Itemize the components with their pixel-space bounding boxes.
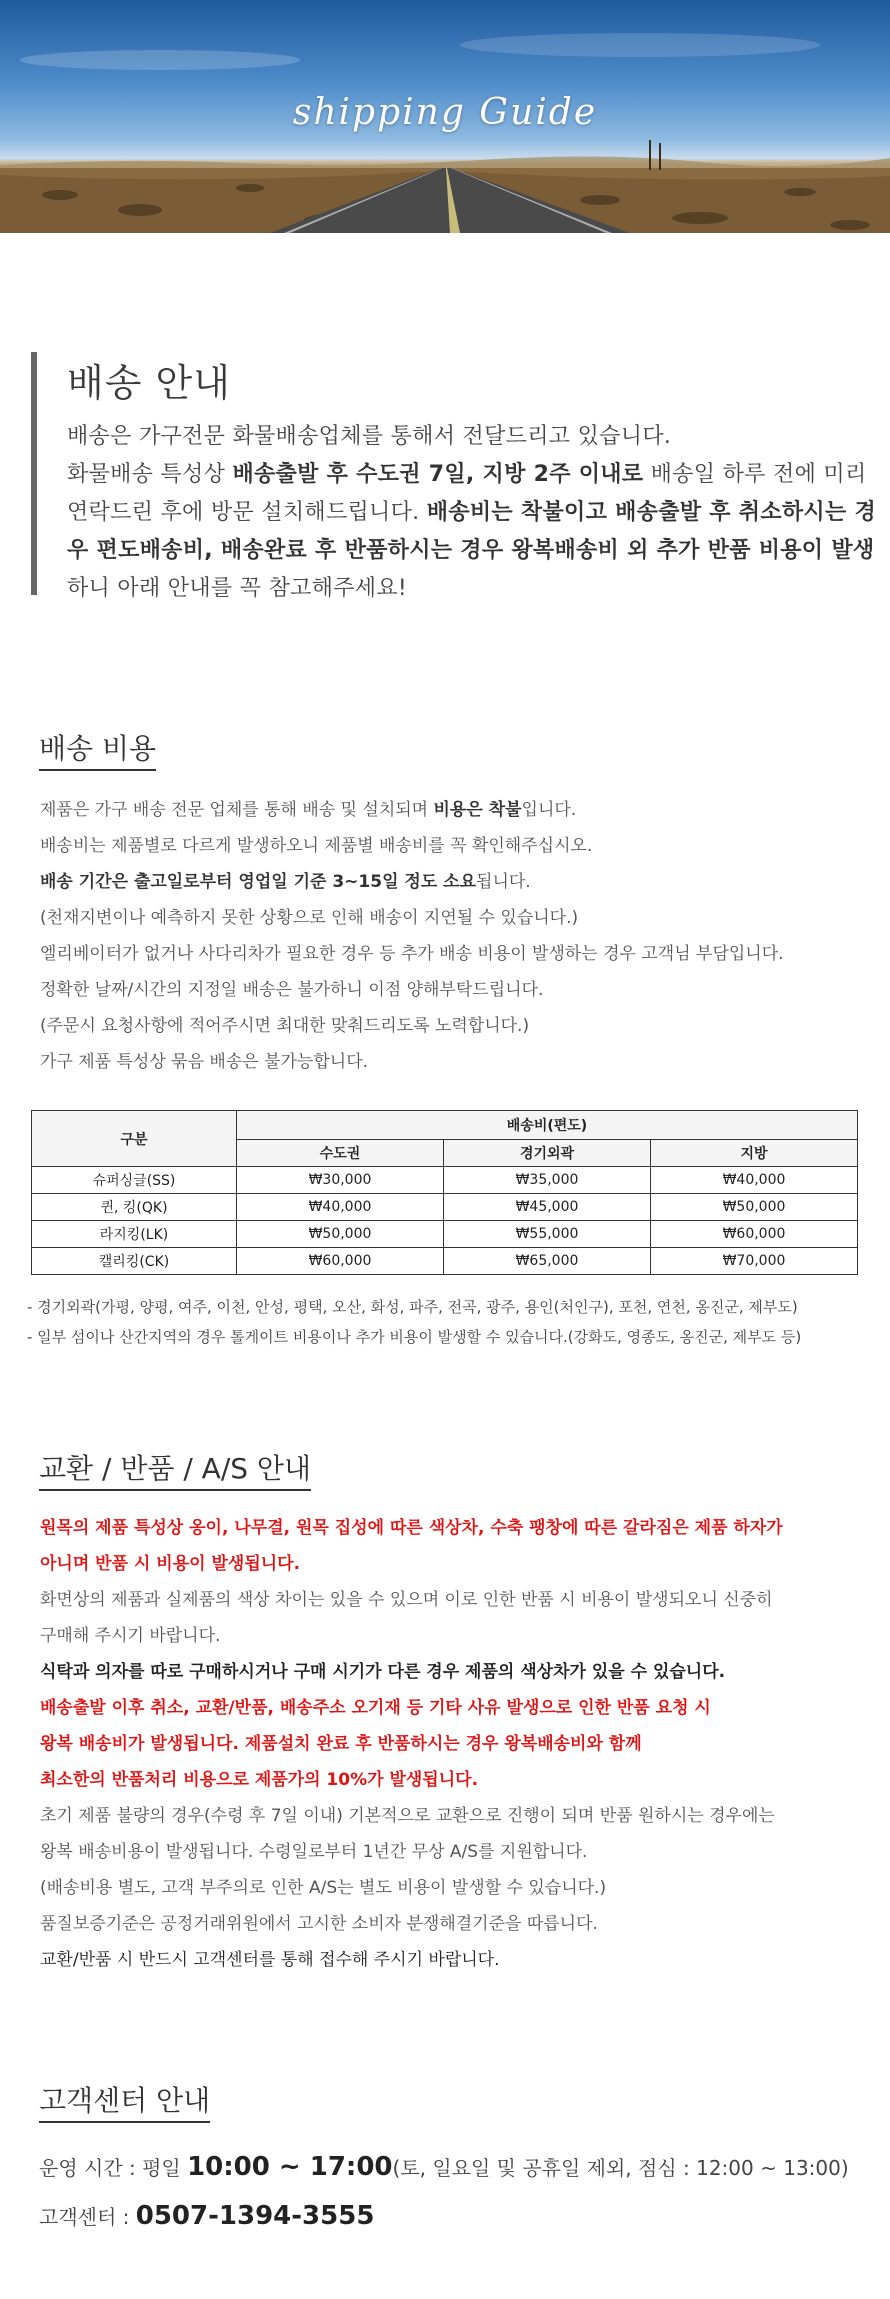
table-row — [32, 1194, 858, 1221]
return-line: 구매해 주시기 바랍니다. — [40, 1626, 221, 1646]
shipping-line — [40, 792, 880, 828]
intro-title: 배송 안내 — [67, 361, 231, 405]
return-line: 최소한의 반품처리 비용으로 제품가의 10%가 발생됩니다. — [40, 1770, 479, 1790]
table-row — [32, 1167, 858, 1194]
header-category: 구분 — [32, 1111, 237, 1167]
row-value: ₩60,000 — [237, 1248, 444, 1275]
intro-line: 배송은 가구전문 화물배송업체를 통해서 전달드리고 있습니다. — [67, 424, 672, 449]
return-line: 화면상의 제품과 실제품의 색상 차이는 있을 수 있으며 이로 인한 반품 시 비용이 발생되오니 신중히 — [40, 1590, 773, 1610]
row-value: ₩40,000 — [237, 1194, 444, 1221]
intro-segment: 하니 아래 안내를 꼭 참고해주세요! — [67, 576, 408, 601]
row-value: ₩30,000 — [237, 1167, 444, 1194]
header-group: 배송비(편도) — [237, 1111, 858, 1140]
row-value: ₩45,000 — [444, 1194, 651, 1221]
row-name: 캘리킹(CK) — [32, 1248, 237, 1275]
intro-text — [67, 418, 877, 608]
shipping-line: 배송비는 제품별로 다르게 발생하오니 제품별 배송비를 꼭 확인해주십시오. — [40, 836, 593, 856]
return-line: 왕복 배송비가 발생됩니다. 제품설치 완료 후 반품하시는 경우 왕복배송비와 함께 — [40, 1734, 642, 1754]
row-value: ₩70,000 — [651, 1248, 858, 1275]
hours-value: 10:00 ~ 17:00 — [187, 2152, 393, 2182]
return-line: 배송출발 이후 취소, 교환/반품, 배송주소 오기재 등 기타 사유 발생으로 인한 반품 요청 시 — [40, 1698, 711, 1718]
row-value: ₩50,000 — [237, 1221, 444, 1248]
return-line: 아니며 반품 시 비용이 발생됩니다. — [40, 1554, 301, 1574]
shipping-line: (천재지변이나 예측하지 못한 상황으로 인해 배송이 지연될 수 있습니다.) — [40, 908, 579, 928]
return-line: 원목의 제품 특성상 옹이, 나무결, 원목 집성에 따른 색상차, 수축 팽창에 따른 갈라짐은 제품 하자가 — [40, 1518, 783, 1538]
returns-text — [40, 1510, 880, 1978]
text-segment-bold: 배송 기간은 출고일로부터 영업일 기준 3~15일 정도 소요 — [40, 872, 477, 892]
return-line: 품질보증기준은 공정거래위원에서 고시한 소비자 분쟁해결기준을 따릅니다. — [40, 1914, 598, 1934]
row-value: ₩40,000 — [651, 1167, 858, 1194]
customer-center-info — [39, 2143, 889, 2241]
header-column: 지방 — [651, 1140, 858, 1167]
hours-note: (토, 일요일 및 공휴일 제외, 점심 : 12:00 ~ 13:00) — [392, 2156, 849, 2180]
table-row — [32, 1248, 858, 1275]
intro-segment-bold: 배송출발 후 수도권 7일, 지방 2주 이내로 — [232, 462, 644, 487]
hours-label: 운영 시간 : 평일 — [39, 2156, 188, 2180]
row-value: ₩60,000 — [651, 1221, 858, 1248]
shipping-line: 정확한 날짜/시간의 지정일 배송은 불가하니 이점 양해부탁드립니다. — [40, 980, 544, 1000]
shipping-cost-text — [40, 792, 880, 1080]
intro-segment-bold: 배송비는 착불이고 배송출발 후 취소하시는 경우 편도배송비, 배송완료 후 반품하시는 경우 왕복배송비 외 추가 반품 비용이 발생 — [67, 500, 877, 563]
return-line: 식탁과 의자를 따로 구매하시거나 구매 시기가 다른 경우 제품의 색상차가 있을 수 있습니다. — [40, 1662, 726, 1682]
note-line: - 경기외곽(가평, 양평, 여주, 이천, 안성, 평택, 오산, 화성, 파주, 전곡, 광주, 용인(처인구), 포천, 연천, 옹진군, 제부도) — [27, 1298, 798, 1316]
return-line: 초기 제품 불량의 경우(수령 후 7일 이내) 기본적으로 교환으로 진행이 되며 반품 원하시는 경우에는 — [40, 1806, 775, 1826]
header-column: 경기외곽 — [444, 1140, 651, 1167]
intro-accent-bar — [31, 352, 37, 595]
table-row — [32, 1221, 858, 1248]
shipping-line: 가구 제품 특성상 묶음 배송은 불가능합니다. — [40, 1052, 369, 1072]
hours-line — [39, 2143, 889, 2192]
hero-title: shipping Guide — [292, 92, 598, 133]
shipping-line: (주문시 요청사항에 적어주시면 최대한 맞춰드리도록 노력합니다.) — [40, 1016, 530, 1036]
row-name: 퀸, 킹(QK) — [32, 1194, 237, 1221]
shipping-notes — [27, 1292, 887, 1352]
row-value: ₩65,000 — [444, 1248, 651, 1275]
phone-number[interactable]: 0507-1394-3555 — [135, 2201, 375, 2231]
row-value: ₩50,000 — [651, 1194, 858, 1221]
phone-line — [39, 2192, 889, 2241]
return-line: 교환/반품 시 반드시 고객센터를 통해 접수해 주시기 바랍니다. — [40, 1950, 500, 1970]
phone-label: 고객센터 : — [39, 2205, 136, 2229]
return-line: (배송비용 별도, 고객 부주의로 인한 A/S는 별도 비용이 발생할 수 있습니다.) — [40, 1878, 607, 1898]
shipping-line: 엘리베이터가 없거나 사다리차가 필요한 경우 등 추가 배송 비용이 발생하는 경우 고객님 부담입니다. — [40, 944, 784, 964]
text-segment-bold: 비용은 착불 — [433, 800, 522, 820]
text-segment: 제품은 가구 배송 전문 업체를 통해 배송 및 설치되며 — [40, 800, 434, 820]
row-value: ₩35,000 — [444, 1167, 651, 1194]
shipping-fee-table — [31, 1110, 858, 1275]
text-segment: 됩니다. — [476, 872, 531, 892]
return-line: 왕복 배송비용이 발생됩니다. 수령일로부터 1년간 무상 A/S를 지원합니다. — [40, 1842, 588, 1862]
row-value: ₩55,000 — [444, 1221, 651, 1248]
header-column: 수도권 — [237, 1140, 444, 1167]
row-name: 라지킹(LK) — [32, 1221, 237, 1248]
hero-banner — [0, 0, 890, 233]
shipping-line — [40, 864, 880, 900]
returns-title: 교환 / 반품 / A/S 안내 — [39, 1452, 311, 1491]
row-name: 슈퍼싱글(SS) — [32, 1167, 237, 1194]
customer-center-title: 고객센터 안내 — [39, 2084, 210, 2123]
shipping-cost-title: 배송 비용 — [39, 732, 156, 771]
intro-segment: 배송일 하루 전에 미리 연락드린 후에 방문 설치해드립니다. — [67, 462, 867, 525]
intro-segment: 화물배송 특성상 — [67, 462, 233, 487]
note-line: - 일부 섬이나 산간지역의 경우 톨게이트 비용이나 추가 비용이 발생할 수 있습니다.(강화도, 영종도, 옹진군, 제부도 등) — [27, 1328, 802, 1346]
text-segment: 입니다. — [521, 800, 577, 820]
